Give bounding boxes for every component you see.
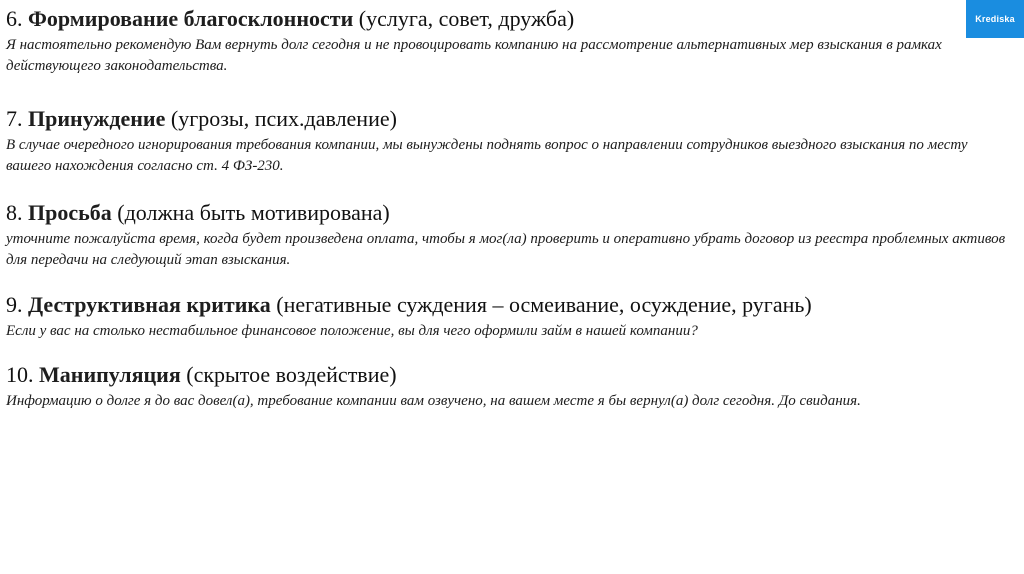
item-example: Информацию о долге я до вас довел(а), требование компании вам озвучено, на вашем месте я бы вернул(а) долг сегодня. До свидания. [6,393,861,409]
item-example: Я настоятельно рекомендую Вам вернуть долг сегодня и не провоцировать компанию на рассмотрение альтернативных мер взыскания в рамках действующего законодательства. [6,37,942,74]
item-10 [6,362,1010,412]
item-6 [6,6,1010,77]
item-heading [6,292,1010,318]
item-term: Формирование благосклонности [28,6,354,31]
item-heading [6,106,1010,132]
item-description: (угрозы, псих.давление) [170,106,397,131]
item-example: уточните пожалуйста время, когда будет произведена оплата, чтобы я мог(ла) проверить и оперативно убрать договор из реестра проблемных активов для передачи на следующий этап взыскания. [6,231,1006,268]
item-number: 7. [6,106,23,131]
item-heading [6,200,1010,226]
item-number: 9. [6,292,23,317]
krediska-logo: Krediska [966,0,1024,38]
item-term: Манипуляция [39,362,181,387]
item-number: 6. [6,6,23,31]
item-8 [6,200,1010,271]
item-7 [6,106,1010,177]
item-term: Деструктивная критика [28,292,271,317]
item-description: (услуга, совет, дружба) [358,6,575,31]
item-9 [6,292,1010,342]
item-example: Если у вас на столько нестабильное финансовое положение, вы для чего оформили займ в нашей компании? [6,323,698,339]
item-heading [6,6,1010,32]
item-description: (негативные суждения – осмеивание, осуждение, ругань) [276,292,812,317]
item-term: Принуждение [28,106,166,131]
item-description: (скрытое воздействие) [186,362,397,387]
item-heading [6,362,1010,388]
item-example: В случае очередного игнорирования требования компании, мы вынуждены поднять вопрос о направлении сотрудников выездного взыскания по месту вашего нахождения согласно ст. 4 ФЗ-230. [6,137,968,174]
item-number: 8. [6,200,23,225]
item-number: 10. [6,362,34,387]
item-term: Просьба [28,200,112,225]
item-description: (должна быть мотивирована) [117,200,390,225]
